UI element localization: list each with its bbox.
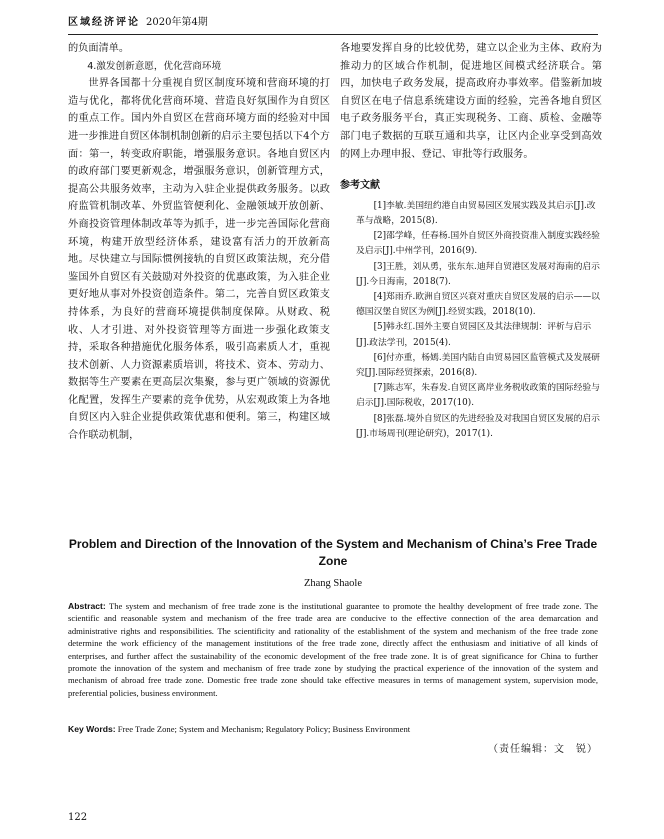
reference-item: [3]王胜，刘从勇，张东东.迪拜自贸港区发展对海南的启示[J].今日海南，2018(7). <box>356 261 600 287</box>
keywords-text: Free Trade Zone; System and Mechanism; Regulatory Policy; Business Environment <box>115 724 411 734</box>
reference-item: [1]李敏.美国纽约港自由贸易园区发展实践及其启示[J].改革与战略，2015(8). <box>356 200 596 226</box>
reference-item: [5]韩永红.国外主要自贸园区及其法律规制：评析与启示[J].政法学刊，2015(4). <box>356 322 592 348</box>
reference-item: [6]付亦重，杨嫣.美国内陆自由贸易园区监管模式及发展研究[J].国际经贸探索，2016(8). <box>356 352 600 378</box>
reference-item: [2]邵学峰，任春杨.国外自贸区外商投资准入制度实践经验及启示[J].中州学刊，2016(9). <box>356 231 600 257</box>
english-author: Zhang Shaole <box>303 578 363 589</box>
abstract-text: The system and mechanism of free trade zone is the institutional guarantee to promote the healthy development of free trade zone. The scientific and reasonable system and mechanism of the free trade area are conducive to the effective connection of the area demarcation and administrative rights and responsibilities. The scientificity and rationality of the establishment of the system and mechanism of the free trade zone determine the work efficiency of the management institutions of the free trade zone, directly affect the enthusiasm and initiative of all kinds of enterprises, and further affect the sustainability of the economic development of the free trade zone. It is of great significance for China to further promote the innovation of the system and mechanism of free trade zone by studying the practical experience of the innovation of the system and mechanism of abroad free trade zone. Domestic free trade zone should take effective measures in terms of management system, supervision mode, preferential policies, business environment. <box>68 601 598 698</box>
paragraph: 的负面清单。 <box>68 43 130 54</box>
english-keywords <box>68 723 598 735</box>
paragraph: 各地要发挥自身的比较优势，建立以企业为主体、政府为推动力的区域合作机制，促进地区间模式经济联合。第四，加快电子政务发展，提高政府办事效率。借鉴新加坡自贸区在电子信息系统建设方面的经验，完善各地自贸区电子政务服务平台，真正实现税务、工商、质检、金融等部门电子数据的互联互通和共享，让区内企业享受到高效的网上办理申报、登记、审批等行政服务。 <box>340 43 602 160</box>
english-abstract <box>68 600 598 699</box>
page-number: 122 <box>68 812 88 823</box>
reference-item: [8]张磊.境外自贸区的先进经验及对我国自贸区发展的启示[J].市场周刊(理论研究)，2017(1). <box>356 413 600 439</box>
reference-item: [7]陈志军，朱春发.自贸区离岸业务税收政策的国际经验与启示[J].国际税收，2017(10). <box>356 383 600 409</box>
keywords-label: Key Words: <box>68 724 116 734</box>
right-column <box>340 40 602 442</box>
subsection-heading: 4.激发创新意愿，优化营商环境 <box>87 60 222 72</box>
paragraph: 世界各国都十分重视自贸区制度环境和营商环境的打造与优化，都将优化营商环境、营造良好氛围作为自贸区的重点工作。国内外自贸区在营商环境方面的经验对中国进一步推进自贸区体制机制创新的启示主要包括以下4个方面：第一，转变政府职能，增强服务意识。各地自贸区内的政府部门要更新观念，增强服务意识，创新管理方式，提高公共服务效率，主动为入驻企业提供政务服务。以政府监管机制改革、外贸监管便利化、金融领域开放创新、外商投资管理体制改革等为抓手，进一步完善国际化营商环境，构建开放型经济体系，建设富有活力的开放新高地。尽快建立与国际惯例接轨的自贸区政策法规，充分借鉴国外自贸区有关鼓励对外投资的优惠政策，为入驻企业更好地从事对外投资创造条件。第二，完善自贸区政策支持体系，为良好的营商环境提供制度保障。从财政、税收、人才引进、对外投资管理等方面进一步强化政策支持，采取各种措施优化服务体系，吸引高素质人才，重视技术创新、人力资源素质培训，将技术、资本、劳动力、数据等生产要素在更高层次集聚，参与更广领域的资源优化配置，发挥生产要素的竞争优势，从宏观政策上为各地自贸区内入驻企业提供政策优惠和便利。第三，构建区域合作联动机制， <box>68 78 330 442</box>
left-column <box>68 40 330 445</box>
reference-item: [4]郑雨乔.欧洲自贸区兴衰对重庆自贸区发展的启示——以德国汉堡自贸区为例[J].经贸实践，2018(10). <box>356 291 600 318</box>
abstract-label: Abstract: <box>68 601 106 611</box>
issue-label: 2020年第4期 <box>146 17 208 28</box>
responsible-editor: （责任编辑：文 锐） <box>488 744 598 755</box>
journal-name: 区域经济评论 <box>68 17 140 28</box>
running-header <box>68 12 598 35</box>
references-heading: 参考文献 <box>340 180 380 192</box>
english-title: Problem and Direction of the Innovation of the System and Mechanism of China’s Free Trade Zone <box>68 537 598 568</box>
